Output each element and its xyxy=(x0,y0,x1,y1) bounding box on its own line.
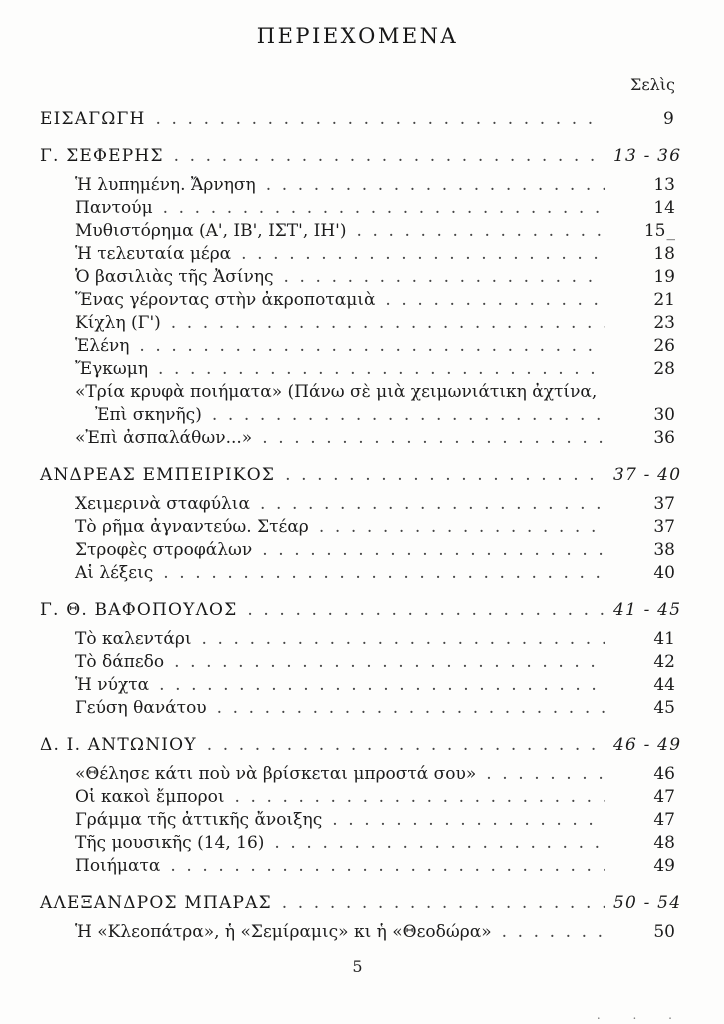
toc-entry-label: Κίχλη (Γ') xyxy=(75,313,161,333)
dot-leader-icon xyxy=(163,562,605,585)
dot-leader-icon xyxy=(247,599,605,622)
entry-page-number: 28 xyxy=(653,359,675,379)
dot-leader-icon xyxy=(235,786,605,809)
dot-leader-icon xyxy=(262,539,605,562)
toc-section-row xyxy=(40,599,682,622)
entry-page-number: 41 xyxy=(653,629,675,649)
stray-ink-mark: _ xyxy=(666,221,675,241)
toc-entry-label: «Ἐπὶ ἀσπαλάθων...» xyxy=(75,428,253,448)
toc-entry-row xyxy=(40,651,675,674)
toc-entry-label: Ἡ τελευταία μέρα xyxy=(75,244,232,264)
section-page-range: 46 - 49 xyxy=(613,735,682,755)
toc-section-label: Δ. Ι. ΑΝΤΩΝΙΟΥ xyxy=(40,735,197,755)
dot-leader-icon xyxy=(139,335,605,358)
dot-leader-icon xyxy=(217,697,605,720)
toc-entry-row xyxy=(40,427,675,450)
toc-section-row xyxy=(40,145,682,168)
dot-leader-icon xyxy=(260,493,605,516)
toc-entry-label: Ἑλένη xyxy=(75,336,130,356)
entry-page-number: 23 xyxy=(653,313,675,333)
toc-section-row xyxy=(40,108,675,131)
toc-entry-row xyxy=(40,220,675,243)
toc-entry-label: Ἡ «Κλεοπάτρα», ἡ «Σεμίραμις» κι ἡ «Θεοδώρα» xyxy=(75,922,492,942)
toc-entry-label: Χειμερινὰ σταφύλια xyxy=(75,494,250,514)
dot-leader-icon xyxy=(170,855,605,878)
toc-entry-row xyxy=(40,289,675,312)
dot-leader-icon xyxy=(332,809,605,832)
toc-entry-label: Ἕνας γέροντας στὴν ἀκροποταμιὰ xyxy=(75,290,376,310)
entry-page-number: 26 xyxy=(653,336,675,356)
entry-page-number: 37 xyxy=(653,494,675,514)
toc-entry-row xyxy=(40,266,675,289)
entry-page-number: 44 xyxy=(653,675,675,695)
toc-entry-row xyxy=(40,697,675,720)
entry-page-number: 47 xyxy=(653,787,675,807)
entry-page-number: 37 xyxy=(653,517,675,537)
entry-page-number: 45 xyxy=(653,698,675,718)
toc-entry-label: Τῆς μουσικῆς (14, 16) xyxy=(75,833,265,853)
toc-entry-row xyxy=(40,674,675,697)
toc-section-label: Γ. Θ. ΒΑΦΟΠΟΥΛΟΣ xyxy=(40,600,238,620)
dot-leader-icon xyxy=(212,404,605,427)
section-page-range: 13 - 36 xyxy=(613,146,682,166)
entry-page-number: 47 xyxy=(653,810,675,830)
dot-leader-icon xyxy=(159,674,605,697)
section-page-range: 50 - 54 xyxy=(613,893,682,913)
entry-page-number: 46 xyxy=(653,764,675,784)
dot-leader-icon xyxy=(356,220,605,243)
entry-page-number: 36 xyxy=(653,428,675,448)
dot-leader-icon xyxy=(266,174,605,197)
toc-entry-row xyxy=(40,516,675,539)
toc-entry-label: Τὸ ρῆμα ἀγναντεύω. Στέαρ xyxy=(75,517,309,537)
toc-entry-label: Ἔγκωμη xyxy=(75,359,149,379)
entry-page-number: 38 xyxy=(653,540,675,560)
toc-entry-label: Τὸ καλεντάρι xyxy=(75,629,192,649)
toc-section-row xyxy=(40,464,682,487)
dot-leader-icon xyxy=(202,628,605,651)
section-page-range: 9 xyxy=(662,109,675,129)
dot-leader-icon xyxy=(174,651,605,674)
dot-leader-icon xyxy=(274,832,605,855)
toc-entry-label: Ποιήματα xyxy=(75,856,161,876)
dot-leader-icon xyxy=(285,464,605,487)
dot-leader-icon xyxy=(241,243,605,266)
toc-section-label: ΑΝΔΡΕΑΣ ΕΜΠΕΙΡΙΚΟΣ xyxy=(40,465,276,485)
toc-section-row xyxy=(40,734,682,757)
dot-leader-icon xyxy=(158,358,605,381)
toc-entry-label: Μυθιστόρημα (Α', ΙΒ', ΙΣΤ', ΙΗ') xyxy=(75,221,347,241)
toc-entry-row xyxy=(40,562,675,585)
toc-entry-row xyxy=(40,381,675,404)
toc-entry-label: Ἐπὶ σκηνῆς) xyxy=(95,405,202,425)
toc-section-label: ΕΙΣΑΓΩΓΗ xyxy=(40,109,146,129)
toc-entry-label: Ὁ βασιλιὰς τῆς Ἀσίνης xyxy=(75,267,274,287)
toc-entry-label: Παντούμ xyxy=(75,198,153,218)
entry-page-number: 42 xyxy=(653,652,675,672)
entry-page-number: 21 xyxy=(653,290,675,310)
toc-entry-row xyxy=(40,197,675,220)
toc-entry-row xyxy=(40,335,675,358)
dot-leader-icon xyxy=(163,197,605,220)
dot-leader-icon xyxy=(156,108,605,131)
toc-entry-row xyxy=(40,404,675,427)
toc-entry-row xyxy=(40,628,675,651)
dot-leader-icon xyxy=(174,145,605,168)
toc-entry-label: Γεύση θανάτου xyxy=(75,698,207,718)
entry-page-number: 15_ xyxy=(643,221,675,241)
dot-leader-icon xyxy=(319,516,605,539)
dot-leader-icon xyxy=(385,289,605,312)
toc-entry-row xyxy=(40,493,675,516)
toc-entry-label: Στροφὲς στροφάλων xyxy=(75,540,253,560)
section-page-range: 41 - 45 xyxy=(613,600,682,620)
entry-page-number: 18 xyxy=(653,244,675,264)
entry-page-number: 49 xyxy=(653,856,675,876)
print-artifact-dots: . . . xyxy=(596,1008,686,1022)
folio-page-number: 5 xyxy=(352,957,363,976)
toc-entry-row xyxy=(40,312,675,335)
entry-page-number: 50 xyxy=(653,922,675,942)
toc-entry-row xyxy=(40,921,675,944)
toc-entry-label: Οἱ κακοὶ ἔμποροι xyxy=(75,787,225,807)
dot-leader-icon xyxy=(171,312,605,335)
toc-entry-label: Ἡ νύχτα xyxy=(75,675,150,695)
page-title: ΠΕΡΙΕΧΟΜΕΝΑ xyxy=(256,24,459,48)
toc-entry-label: Αἱ λέξεις xyxy=(75,563,154,583)
toc-entry-row xyxy=(40,855,675,878)
toc-entry-row xyxy=(40,809,675,832)
page-column-header: Σελὶς xyxy=(630,75,675,94)
entry-page-number: 14 xyxy=(653,198,675,218)
toc-entry-label: «Θέλησε κάτι ποὺ νὰ βρίσκεται μπροστά σου» xyxy=(75,764,477,784)
entry-page-number: 19 xyxy=(653,267,675,287)
dot-leader-icon xyxy=(486,763,605,786)
dot-leader-icon xyxy=(207,734,605,757)
toc-entry-row xyxy=(40,763,675,786)
entry-page-number: 48 xyxy=(653,833,675,853)
toc-entry-label: «Τρία κρυφὰ ποιήματα» (Πάνω σὲ μιὰ χειμωνιάτικη ἀχτίνα, xyxy=(75,382,598,402)
toc-section-label: Γ. ΣΕΦΕΡΗΣ xyxy=(40,146,164,166)
entry-page-number: 40 xyxy=(653,563,675,583)
toc-entry-label: Ἡ λυπημένη. Ἄρνηση xyxy=(75,175,256,195)
toc-entry-row xyxy=(40,786,675,809)
section-page-range: 37 - 40 xyxy=(613,465,682,485)
toc-section-label: ΑΛΕΞΑΝΔΡΟΣ ΜΠΑΡΑΣ xyxy=(40,893,272,913)
toc-entry-row xyxy=(40,174,675,197)
dot-leader-icon xyxy=(284,266,605,289)
entry-page-number: 30 xyxy=(653,405,675,425)
entry-page-number: 13 xyxy=(653,175,675,195)
toc-entry-row xyxy=(40,832,675,855)
toc-entry-label: Γράμμα τῆς ἀττικῆς ἄνοιξης xyxy=(75,810,323,830)
table-of-contents xyxy=(40,108,682,944)
dot-leader-icon xyxy=(262,427,605,450)
toc-entry-row xyxy=(40,358,675,381)
toc-section-row xyxy=(40,892,682,915)
toc-entry-row xyxy=(40,539,675,562)
toc-entry-row xyxy=(40,243,675,266)
dot-leader-icon xyxy=(502,921,605,944)
toc-entry-label: Τὸ δάπεδο xyxy=(75,652,165,672)
dot-leader-icon xyxy=(282,892,605,915)
